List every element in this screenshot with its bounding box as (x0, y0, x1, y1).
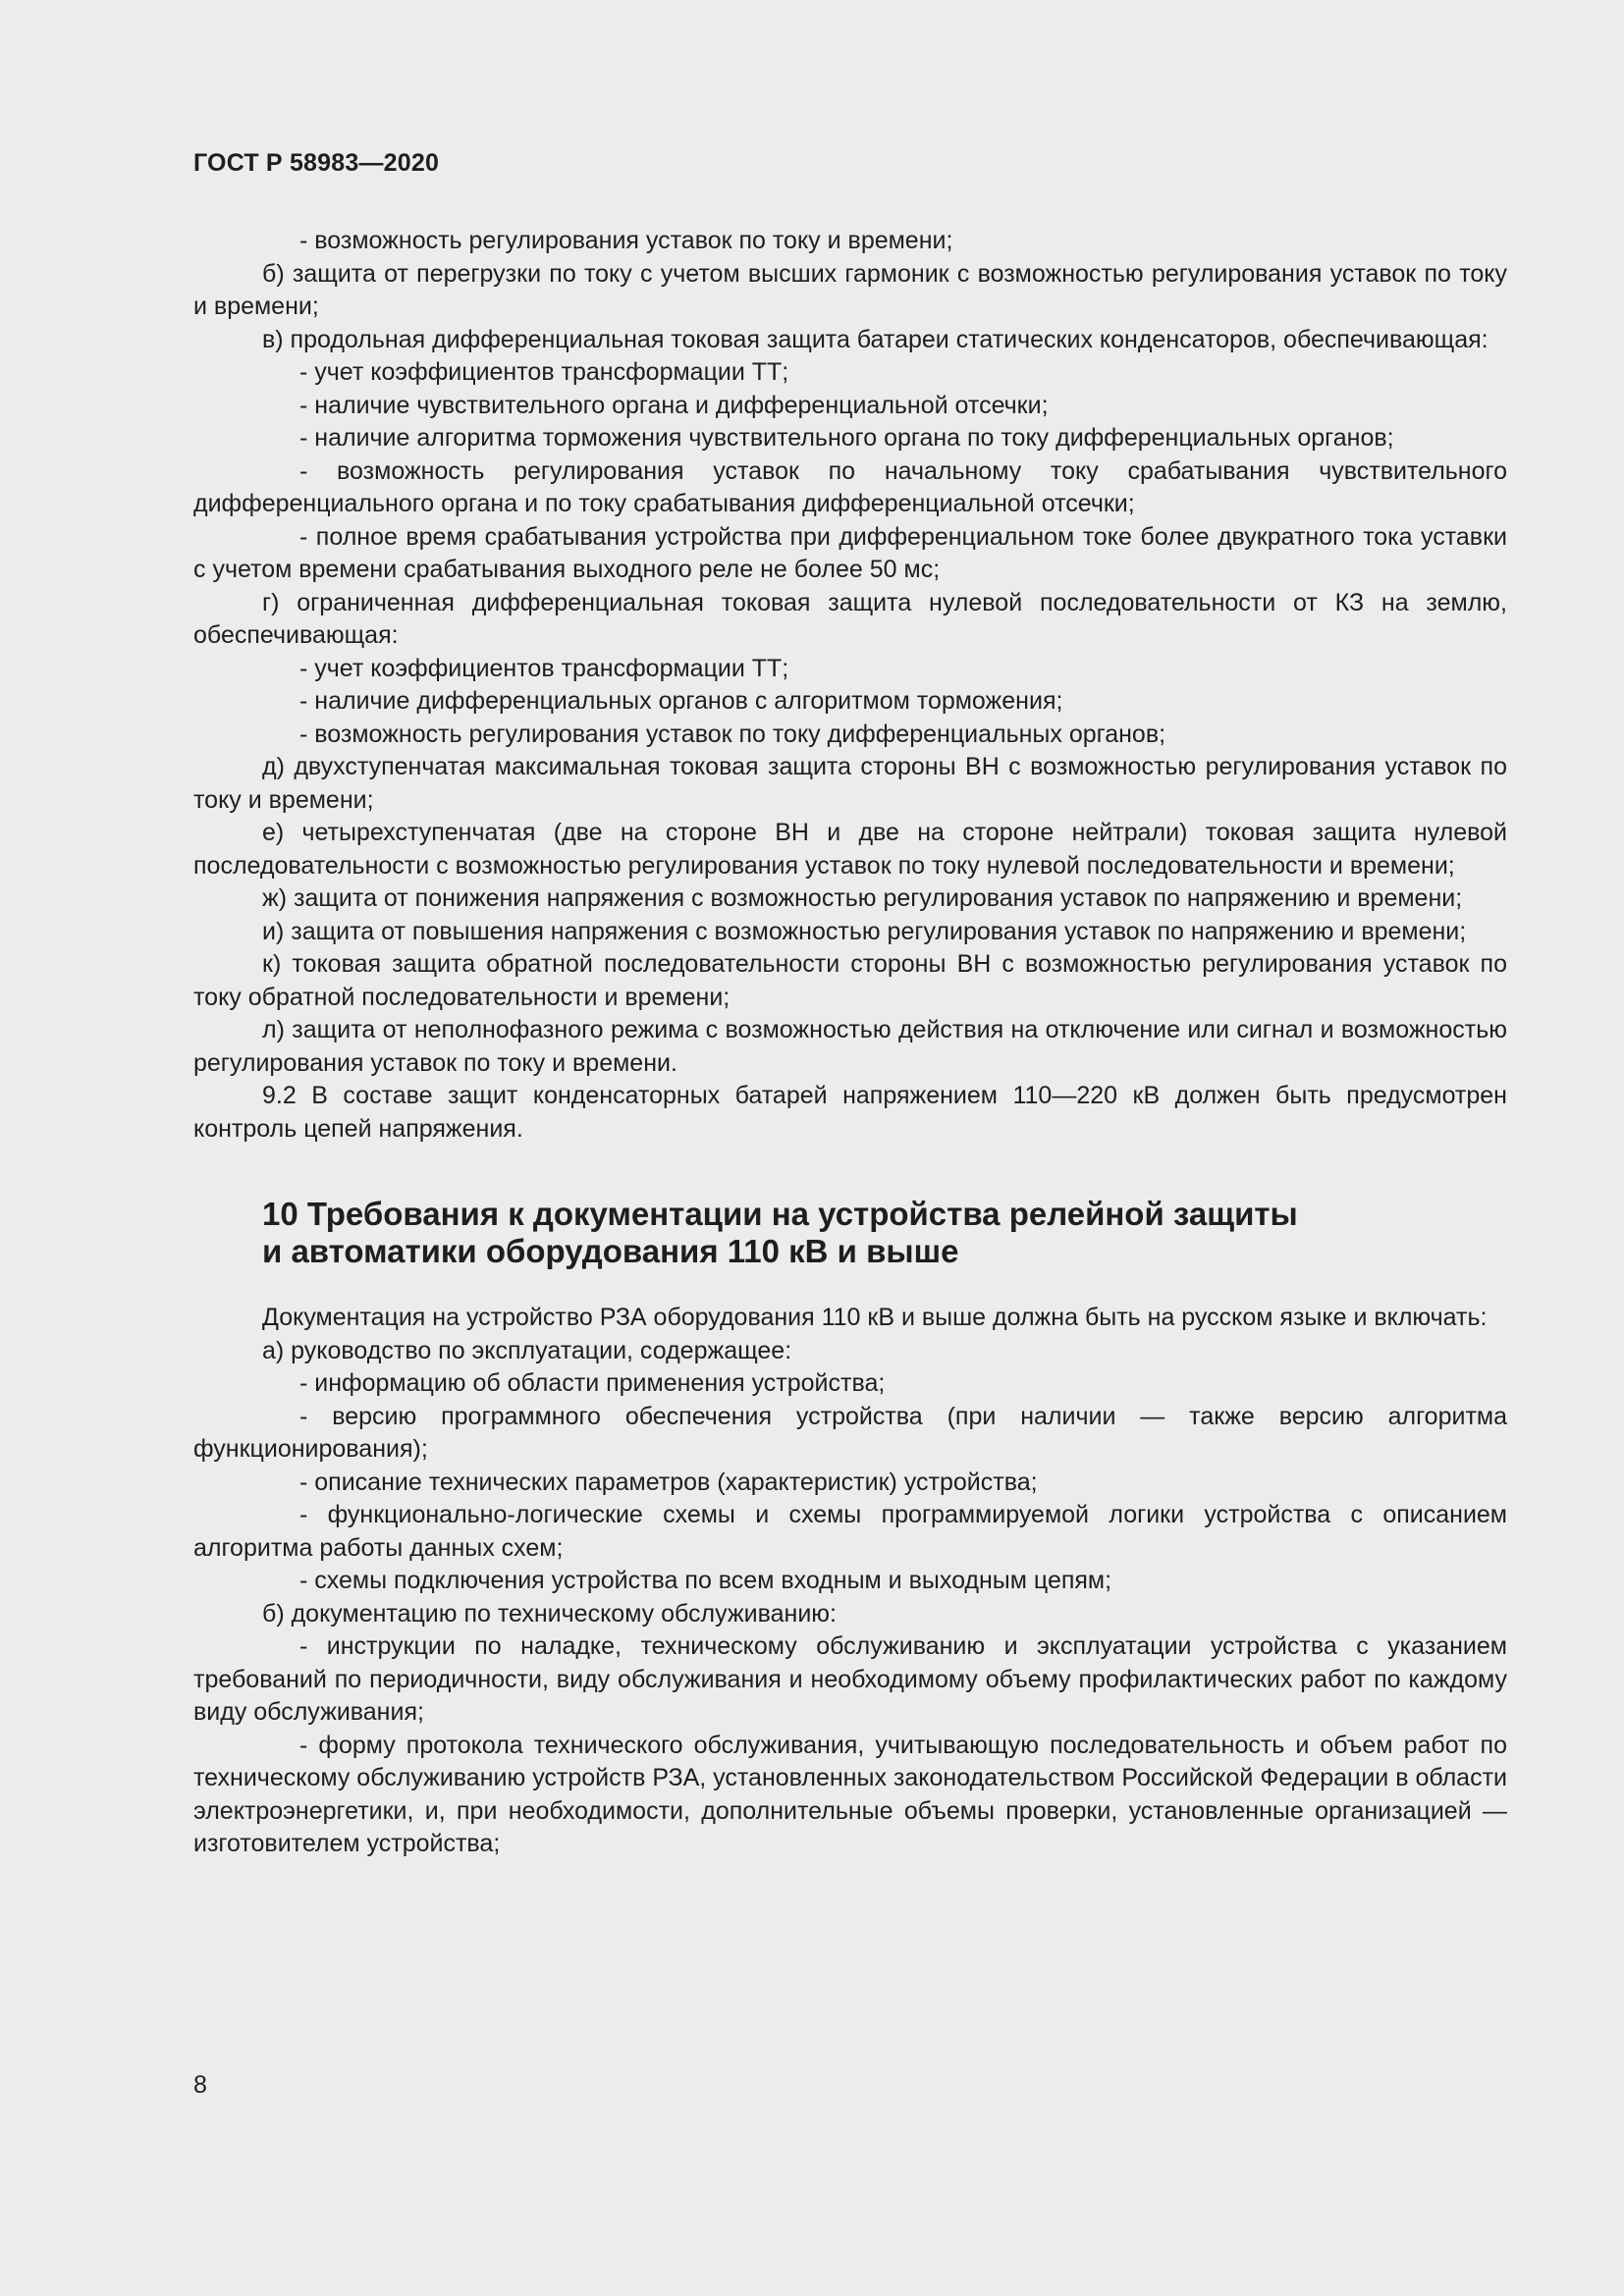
section-9-list (193, 225, 1507, 1146)
list-item: б) защита от перегрузки по току с учетом высших гармоник с возможностью регулирования уставок по току и времени; (193, 259, 1507, 320)
list-item: - версию программного обеспечения устройства (при наличии — также версию алгоритма функционирования); (193, 1402, 1507, 1463)
list-item: л) защита от неполнофазного режима с возможностью действия на отключение или сигнал и возможностью регулирования уставок по току и времени. (193, 1016, 1507, 1077)
list-item: - возможность регулирования уставок по току дифференциальных органов; (299, 720, 1166, 748)
section-10-heading-line-2: и автоматики оборудования 110 кВ и выше (262, 1233, 959, 1269)
section-10-heading (262, 1196, 1507, 1270)
list-item: - учет коэффициентов трансформации ТТ; (299, 654, 789, 682)
section-10-list (193, 1302, 1507, 1861)
list-item: и) защита от повышения напряжения с возможностью регулирования уставок по напряжению и времени; (262, 917, 1467, 945)
page-number: 8 (193, 2071, 207, 2099)
list-item: - функционально-логические схемы и схемы программируемой логики устройства с описанием алгоритма работы данных схем; (193, 1501, 1507, 1562)
list-item: - информацию об области применения устройства; (299, 1369, 886, 1397)
list-item: а) руководство по эксплуатации, содержащее: (262, 1336, 792, 1364)
list-item: г) ограниченная дифференциальная токовая защита нулевой последовательности от КЗ на землю, обеспечивающая: (193, 588, 1507, 649)
list-item: - схемы подключения устройства по всем входным и выходным цепям; (299, 1567, 1112, 1594)
list-item: б) документацию по техническому обслуживанию: (262, 1599, 837, 1628)
list-item: - возможность регулирования уставок по току и времени; (299, 227, 953, 254)
list-item: - учет коэффициентов трансформации ТТ; (299, 358, 789, 386)
list-item: - наличие чувствительного органа и дифференциальной отсечки; (299, 391, 1049, 419)
list-item: в) продольная дифференциальная токовая защита батареи статических конденсаторов, обеспечивающая: (262, 325, 1489, 353)
list-item: - возможность регулирования уставок по начальному току срабатывания чувствительного дифференциального органа и по току срабатывания дифференциальной отсечки; (193, 456, 1507, 517)
list-item: - наличие алгоритма торможения чувствительного органа по току дифференциальных органов; (299, 424, 1394, 452)
list-item: к) токовая защита обратной последовательности стороны ВН с возможностью регулирования уставок по току обратной последовательности и времени; (193, 950, 1507, 1011)
list-item: - форму протокола технического обслуживания, учитывающую последовательность и объем работ по техническому обслуживанию устройств РЗА, установленных законодательством Российской Федерации в области электроэнергетики, и, при необходимости, дополнительные объемы проверки, установленные организацией — изготовителем устройства; (193, 1731, 1507, 1857)
list-item: д) двухступенчатая максимальная токовая защита стороны ВН с возможностью регулирования уставок по току и времени; (193, 753, 1507, 814)
list-item: - описание технических параметров (характеристик) устройства; (299, 1468, 1038, 1496)
clause-9-2: 9.2 В составе защит конденсаторных батарей напряжением 110—220 кВ должен быть предусмотрен контроль цепей напряжения. (193, 1082, 1507, 1143)
list-item: - наличие дифференциальных органов с алгоритмом торможения; (299, 687, 1063, 715)
section-10-intro: Документация на устройство РЗА оборудования 110 кВ и выше должна быть на русском языке и включать: (262, 1304, 1488, 1331)
list-item: е) четырехступенчатая (две на стороне ВН и две на стороне нейтрали) токовая защита нулевой последовательности с возможностью регулирования уставок по току нулевой последовательности и времени; (193, 819, 1507, 880)
list-item: ж) защита от понижения напряжения с возможностью регулирования уставок по напряжению и времени; (262, 884, 1463, 912)
page-body (193, 225, 1507, 1861)
section-10-heading-line-1: 10 Требования к документации на устройства релейной защиты (262, 1196, 1298, 1232)
list-item: - полное время срабатывания устройства при дифференциальном токе более двукратного тока уставки с учетом времени срабатывания выходного реле не более 50 мс; (193, 522, 1507, 583)
document-header: ГОСТ Р 58983—2020 (193, 149, 440, 177)
list-item: - инструкции по наладке, техническому обслуживанию и эксплуатации устройства с указанием требований по периодичности, виду обслуживания и необходимому объему профилактических работ по каждому виду обслуживания; (193, 1632, 1507, 1726)
